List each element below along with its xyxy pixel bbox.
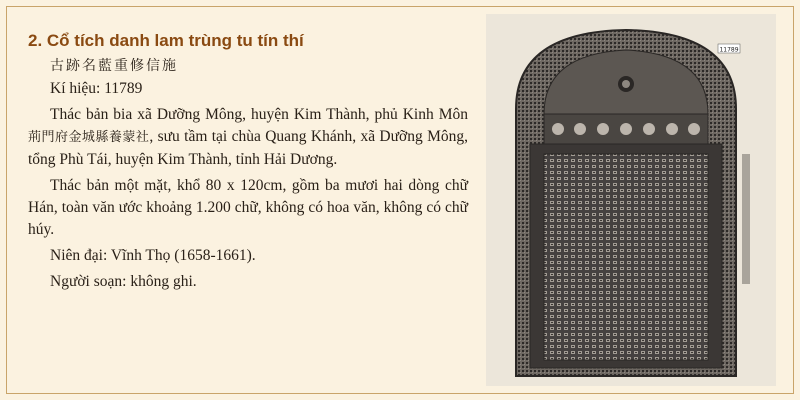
stele-rubbing-image xyxy=(486,14,776,386)
format-paragraph: Thác bản một mặt, khổ 80 x 120cm, gồm ba mươi hai dòng chữ Hán, toàn văn ước khoảng 1.200 chữ, không có hoa văn, không có chữ húy. xyxy=(28,177,468,238)
stele-rubbing-svg xyxy=(486,14,776,386)
entry-title-hanzi: 古跡名藍重修信施 xyxy=(50,58,178,74)
stele-inscription-area xyxy=(544,154,708,360)
description-text-a: Thác bản bia xã Dưỡng Mông, huyện Kim Thành, phủ Kinh Môn xyxy=(50,106,468,123)
catalog-number: Kí hiệu: 11789 xyxy=(50,80,143,97)
description-text-b: , sưu tầm tại chùa Quang Khánh, xã Dưỡng Mông, tổng Phù Tái, huyện Kim Thành, tỉnh Hải Dương. xyxy=(28,128,468,168)
author-line: Người soạn: không ghi. xyxy=(50,273,197,290)
description-hanzi: 荊門府金城縣養蒙社 xyxy=(28,130,150,145)
entry-title: 2. Cổ tích danh lam trùng tu tín thí xyxy=(28,31,304,50)
description-paragraph xyxy=(28,104,468,171)
date-line: Niên đại: Vĩnh Thọ (1658-1661). xyxy=(50,247,256,264)
text-column xyxy=(28,30,468,293)
catalog-tag-text: 11789 xyxy=(719,46,739,54)
